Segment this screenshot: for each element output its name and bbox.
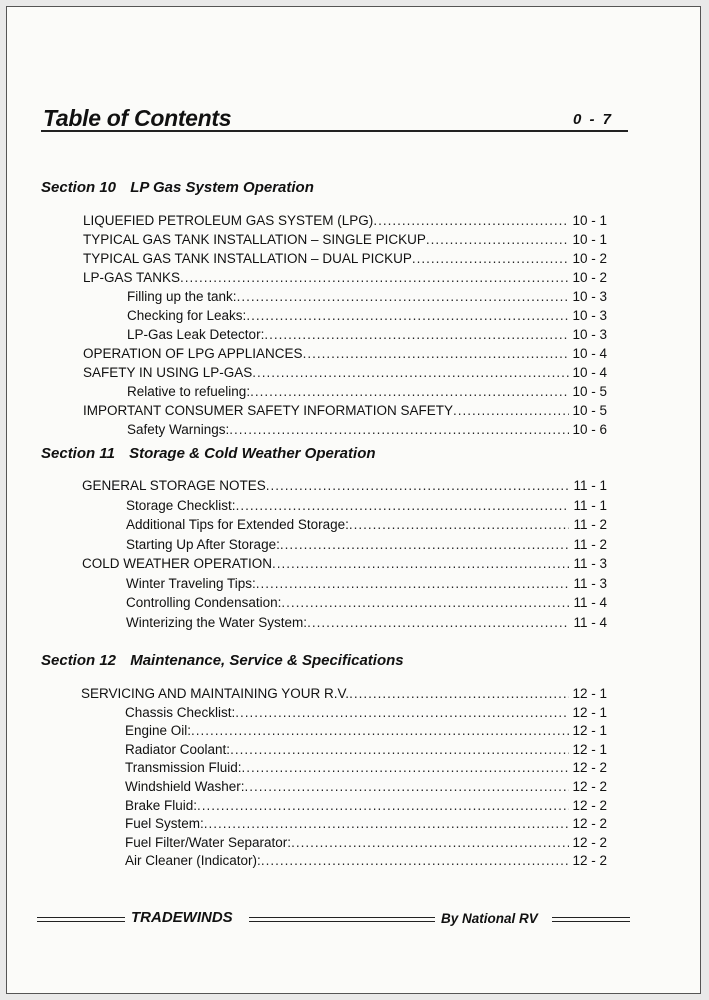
toc-entry xyxy=(125,705,607,723)
page-title: Table of Contents xyxy=(43,105,232,131)
toc-leader-dots xyxy=(191,723,569,738)
toc-leader-dots xyxy=(256,576,569,591)
document-page xyxy=(6,6,701,994)
section-number: Section 11 xyxy=(41,445,115,462)
toc-entry xyxy=(126,517,607,535)
toc-entry-label: IMPORTANT CONSUMER SAFETY INFORMATION SAFETY xyxy=(83,403,454,418)
toc-entry-label: Safety Warnings: xyxy=(127,422,230,437)
page-footer xyxy=(37,909,630,929)
toc-leader-dots xyxy=(252,365,569,380)
toc-entry-label: OPERATION OF LPG APPLIANCES xyxy=(83,346,303,361)
toc-entry xyxy=(83,232,607,250)
toc-entry-page: 11 - 1 xyxy=(573,497,607,513)
toc-entry-label: Starting Up After Storage: xyxy=(126,536,280,552)
toc-entry-label: COLD WEATHER OPERATION xyxy=(82,556,273,571)
footer-publisher: By National RV xyxy=(441,911,538,926)
toc-leader-dots xyxy=(281,595,569,610)
toc-entry xyxy=(126,498,607,516)
section-number: Section 12 xyxy=(41,652,117,669)
toc-entry-label: LP-GAS TANKS xyxy=(83,270,181,285)
toc-entry xyxy=(125,798,607,816)
toc-entry-page: 12 - 1 xyxy=(572,741,607,757)
toc-entry-page: 10 - 3 xyxy=(572,327,607,342)
toc-entry xyxy=(82,556,607,574)
toc-leader-dots xyxy=(426,232,569,247)
toc-entry-page: 12 - 1 xyxy=(572,686,607,701)
toc-leader-dots xyxy=(264,327,569,342)
toc-entry-label: GENERAL STORAGE NOTES xyxy=(82,478,266,493)
toc-entry-page: 12 - 2 xyxy=(572,816,607,832)
toc-entry-label: Air Cleaner (Indicator): xyxy=(125,853,261,869)
header-rule xyxy=(41,130,628,132)
section-number: Section 10 xyxy=(41,179,117,196)
toc-entry-page: 11 - 4 xyxy=(573,614,607,630)
toc-leader-dots xyxy=(453,403,569,418)
toc-leader-dots xyxy=(235,705,569,720)
toc-entry-page: 10 - 4 xyxy=(572,346,607,361)
toc-entry xyxy=(125,779,607,797)
toc-entry-page: 10 - 1 xyxy=(572,232,607,247)
toc-leader-dots xyxy=(204,816,569,831)
toc-leader-dots xyxy=(197,798,569,813)
toc-leader-dots xyxy=(307,615,569,630)
toc-entry-page: 10 - 3 xyxy=(572,289,607,304)
toc-leader-dots xyxy=(250,384,569,399)
footer-rule-middle xyxy=(249,917,435,922)
page-number: 0 - 7 xyxy=(573,111,614,128)
toc-entry-label: Chassis Checklist: xyxy=(125,704,236,720)
toc-entry-label: Radiator Coolant: xyxy=(125,741,231,757)
toc-entry xyxy=(126,615,607,633)
toc-entry xyxy=(125,760,607,778)
toc-entry-page: 10 - 5 xyxy=(572,403,607,418)
toc-entry-page: 11 - 2 xyxy=(573,536,607,552)
toc-entry xyxy=(125,835,607,853)
toc-leader-dots xyxy=(266,478,569,493)
toc-leader-dots xyxy=(246,308,569,323)
toc-leader-dots xyxy=(349,517,569,532)
toc-entry xyxy=(126,595,607,613)
footer-rule-left xyxy=(37,917,125,922)
toc-entry-label: SAFETY IN USING LP-GAS xyxy=(83,365,253,380)
toc-entry-label: Relative to refueling: xyxy=(127,384,251,399)
section-title: Maintenance, Service & Specifications xyxy=(130,652,404,669)
toc-entry-label: Controlling Condensation: xyxy=(126,595,282,610)
toc-entry-label: Fuel System: xyxy=(125,816,204,832)
toc-entry-label: SERVICING AND MAINTAINING YOUR R.V. xyxy=(81,686,350,701)
toc-entry-label: Windshield Washer: xyxy=(125,779,245,794)
toc-leader-dots xyxy=(180,270,569,285)
toc-leader-dots xyxy=(261,853,569,868)
toc-entry-label: TYPICAL GAS TANK INSTALLATION – SINGLE PICKUP xyxy=(83,232,426,247)
toc-entry-page: 12 - 2 xyxy=(572,853,607,869)
toc-entry xyxy=(83,270,607,288)
toc-leader-dots xyxy=(242,760,569,775)
toc-entry xyxy=(127,327,607,345)
toc-entry-label: Filling up the tank: xyxy=(127,289,237,304)
toc-entry xyxy=(125,742,607,760)
toc-leader-dots xyxy=(303,346,569,361)
toc-entry-page: 11 - 3 xyxy=(573,556,607,571)
toc-entry-label: Checking for Leaks: xyxy=(127,308,247,323)
toc-entry-page: 11 - 3 xyxy=(573,575,607,591)
toc-leader-dots xyxy=(237,289,569,304)
toc-entry xyxy=(127,289,607,307)
toc-entry xyxy=(125,853,607,871)
toc-entry-label: LIQUEFIED PETROLEUM GAS SYSTEM (LPG) xyxy=(83,213,374,228)
section-title: LP Gas System Operation xyxy=(130,179,314,196)
toc-entry xyxy=(125,723,607,741)
toc-entry xyxy=(125,816,607,834)
toc-entry-page: 11 - 1 xyxy=(573,478,607,493)
section-title: Storage & Cold Weather Operation xyxy=(129,445,376,462)
toc-leader-dots xyxy=(272,556,569,571)
section-heading-12 xyxy=(41,652,404,669)
toc-entry-page: 11 - 2 xyxy=(573,517,607,532)
toc-entry-page: 10 - 5 xyxy=(572,384,607,399)
toc-entry-label: Brake Fluid: xyxy=(125,797,198,813)
toc-entry xyxy=(127,384,607,402)
toc-entry-label: Fuel Filter/Water Separator: xyxy=(125,834,292,850)
footer-brand: TRADEWINDS xyxy=(131,909,233,926)
toc-entry-label: Winterizing the Water System: xyxy=(126,614,308,630)
toc-entry-label: Winter Traveling Tips: xyxy=(126,575,256,591)
toc-leader-dots xyxy=(373,213,569,228)
toc-entry xyxy=(83,403,607,421)
toc-entry-page: 12 - 2 xyxy=(572,797,607,813)
toc-entry-page: 10 - 4 xyxy=(572,365,607,380)
toc-leader-dots xyxy=(236,498,569,513)
footer-rule-right xyxy=(552,917,630,922)
toc-entry xyxy=(83,365,607,383)
toc-entry-page: 11 - 4 xyxy=(573,595,607,610)
toc-entry-label: Storage Checklist: xyxy=(126,497,236,513)
toc-entry xyxy=(82,478,607,496)
toc-leader-dots xyxy=(349,686,569,701)
toc-leader-dots xyxy=(230,742,569,757)
toc-leader-dots xyxy=(412,251,569,266)
toc-entry-label: Transmission Fluid: xyxy=(125,760,242,776)
toc-entry xyxy=(81,686,607,704)
toc-entry-page: 12 - 1 xyxy=(572,723,607,739)
toc-entry-page: 12 - 1 xyxy=(572,704,607,720)
toc-entry-page: 12 - 2 xyxy=(572,760,607,776)
toc-entry-page: 10 - 3 xyxy=(572,308,607,323)
toc-entry-label: TYPICAL GAS TANK INSTALLATION – DUAL PICKUP xyxy=(83,251,412,266)
toc-entry xyxy=(126,576,607,594)
toc-entry-label: Additional Tips for Extended Storage: xyxy=(126,517,349,532)
toc-leader-dots xyxy=(280,537,569,552)
toc-entry-label: LP-Gas Leak Detector: xyxy=(127,327,265,342)
toc-entry-page: 10 - 1 xyxy=(572,213,607,228)
toc-entry xyxy=(126,537,607,555)
toc-entry-page: 10 - 2 xyxy=(572,251,607,266)
toc-entry-page: 10 - 2 xyxy=(572,270,607,285)
toc-entry xyxy=(83,251,607,269)
toc-leader-dots xyxy=(291,835,569,850)
toc-entry xyxy=(83,213,607,231)
section-heading-11 xyxy=(41,445,376,462)
toc-entry xyxy=(127,422,607,440)
toc-leader-dots xyxy=(229,422,569,437)
toc-entry-page: 12 - 2 xyxy=(572,834,607,850)
toc-entry xyxy=(127,308,607,326)
toc-leader-dots xyxy=(245,779,569,794)
toc-entry xyxy=(83,346,607,364)
toc-entry-label: Engine Oil: xyxy=(125,723,192,739)
toc-entry-page: 10 - 6 xyxy=(572,422,607,437)
toc-entry-page: 12 - 2 xyxy=(572,779,607,794)
section-heading-10 xyxy=(41,179,314,196)
